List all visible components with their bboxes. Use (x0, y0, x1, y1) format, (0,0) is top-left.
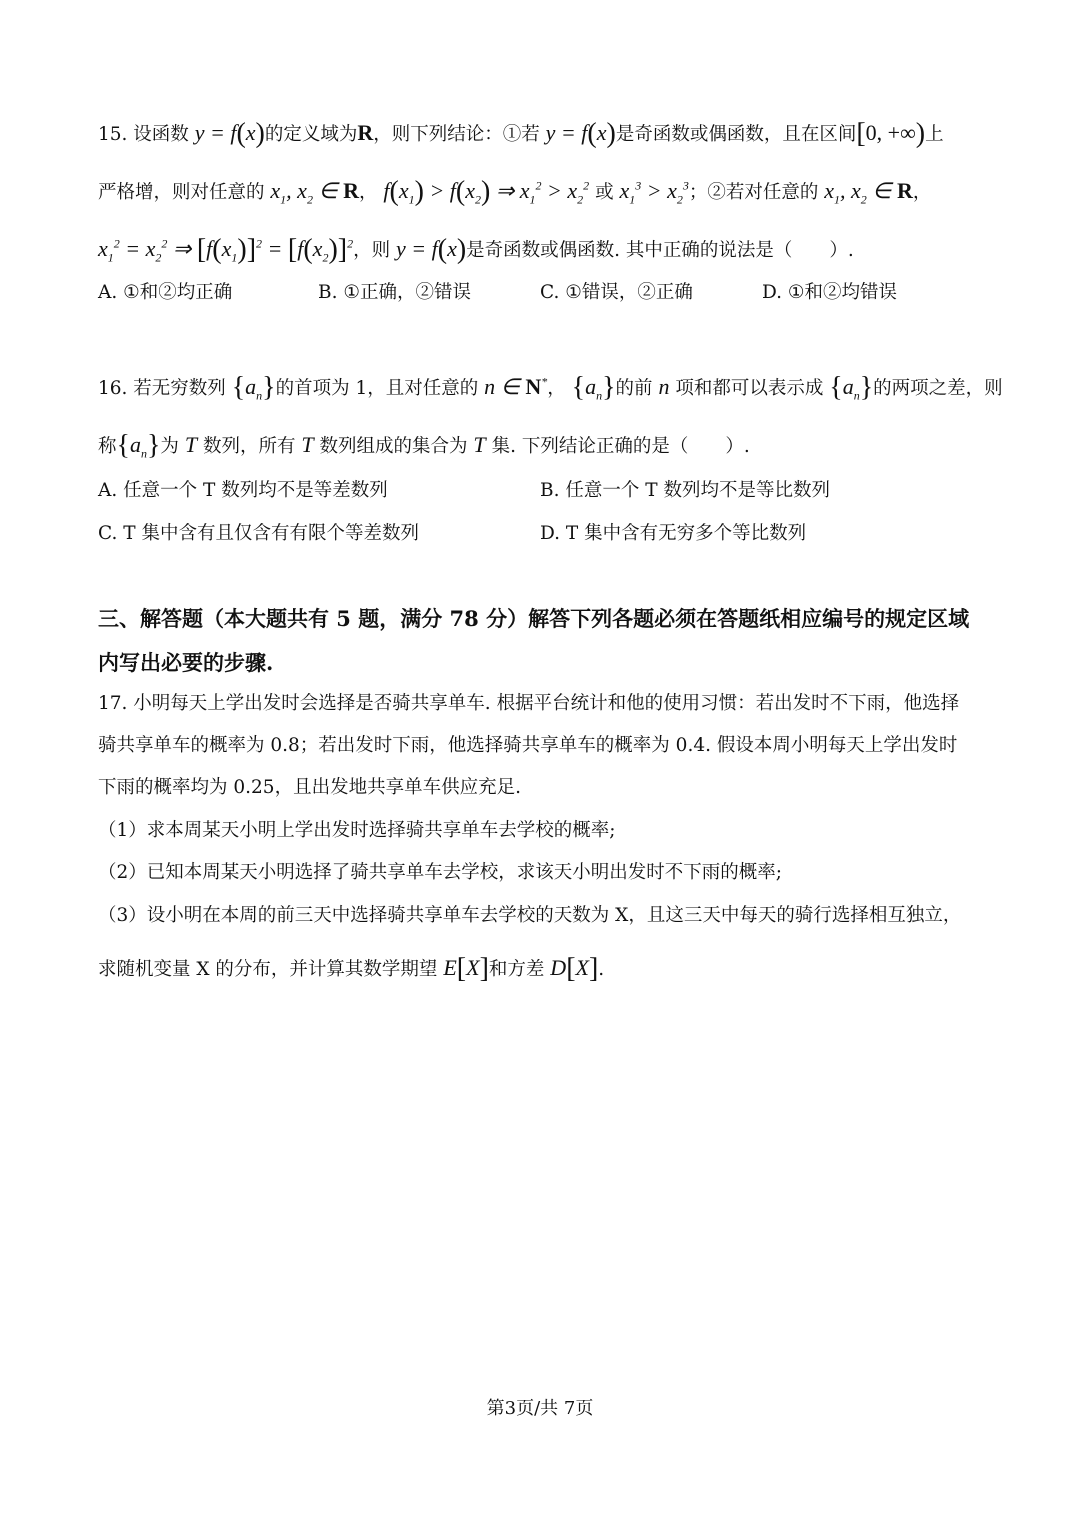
q17-line-3: 下雨的概率均为 0.25，且出发地共享单车供应充足. (98, 777, 521, 798)
q15-option-c: C. ①错误，②正确 (540, 282, 693, 303)
q17-part-2: （2）已知本周某天小明选择了骑共享单车去学校，求该天小明出发时不下雨的概率; (98, 862, 783, 883)
q16-line-1: 16. 若无穷数列 $\{a_n\}$的首项为 1，且对任意的 n ∈ N*， $\{a_n\}$的前 n 项和都可以表示成 $\{a_n\}$的两项之差，则 (98, 372, 1003, 403)
q15-line-2: 严格增，则对任意的 $x_1$, $x_2$ ∈ R， $f(x_1) > f(x_2)$ ⇒ $x_1^2 > x_2^2$ 或 $x_1^3 > x_2^3$；②若对任意的 $x_1$, $x_2$ ∈ R， (98, 176, 932, 207)
page-number-footer: 第3页/共 7页 (486, 1398, 594, 1419)
q16-option-c: C. T 集中含有且仅含有有限个等差数列 (98, 523, 419, 544)
q17-line-1: 17. 小明每天上学出发时会选择是否骑共享单车. 根据平台统计和他的使用习惯：若出发时不下雨，他选择 (98, 693, 960, 714)
q16-option-a: A. 任意一个 T 数列均不是等差数列 (98, 480, 388, 501)
q15-option-a: A. ①和②均正确 (98, 282, 233, 303)
q17-part-1: （1）求本周某天小明上学出发时选择骑共享单车去学校的概率; (98, 820, 616, 841)
q17-part-3: （3）设小明在本周的前三天中选择骑共享单车去学校的天数为 X，且这三天中每天的骑行选择相互独立， (98, 905, 962, 926)
q15-line-1: 15. 设函数 y = f(x)的定义域为R，则下列结论：①若 y = f(x)是奇函数或偶函数，且在区间[0, +∞)上 (98, 118, 944, 149)
q15-option-b: B. ①正确，②错误 (318, 282, 471, 303)
section-3-heading-cont: 内写出必要的步骤. (98, 650, 274, 675)
section-3-heading: 三、解答题（本大题共有 5 题，满分 78 分）解答下列各题必须在答题纸相应编号的规定区域 (98, 606, 970, 631)
q16-line-2: 称$\{a_n\}$为 T 数列，所有 T 数列组成的集合为 T 集. 下列结论正确的是（ ）. (98, 430, 750, 461)
q17-part-3-cont: 求随机变量 X 的分布，并计算其数学期望 E[X]和方差 D[X]. (98, 953, 605, 984)
q15-line-3: $x_1^2 = x_2^2$ ⇒ $[f(x_1)]^2 = [f(x_2)]^2$，则 y = f(x)是奇函数或偶函数. 其中正确的说法是（ ）. (98, 234, 854, 265)
q16-option-d: D. T 集中含有无穷多个等比数列 (540, 523, 807, 544)
q15-option-d: D. ①和②均错误 (762, 282, 898, 303)
q17-line-2: 骑共享单车的概率为 0.8；若出发时下雨，他选择骑共享单车的概率为 0.4. 假设本周小明每天上学出发时 (98, 735, 958, 756)
q16-option-b: B. 任意一个 T 数列均不是等比数列 (540, 480, 830, 501)
